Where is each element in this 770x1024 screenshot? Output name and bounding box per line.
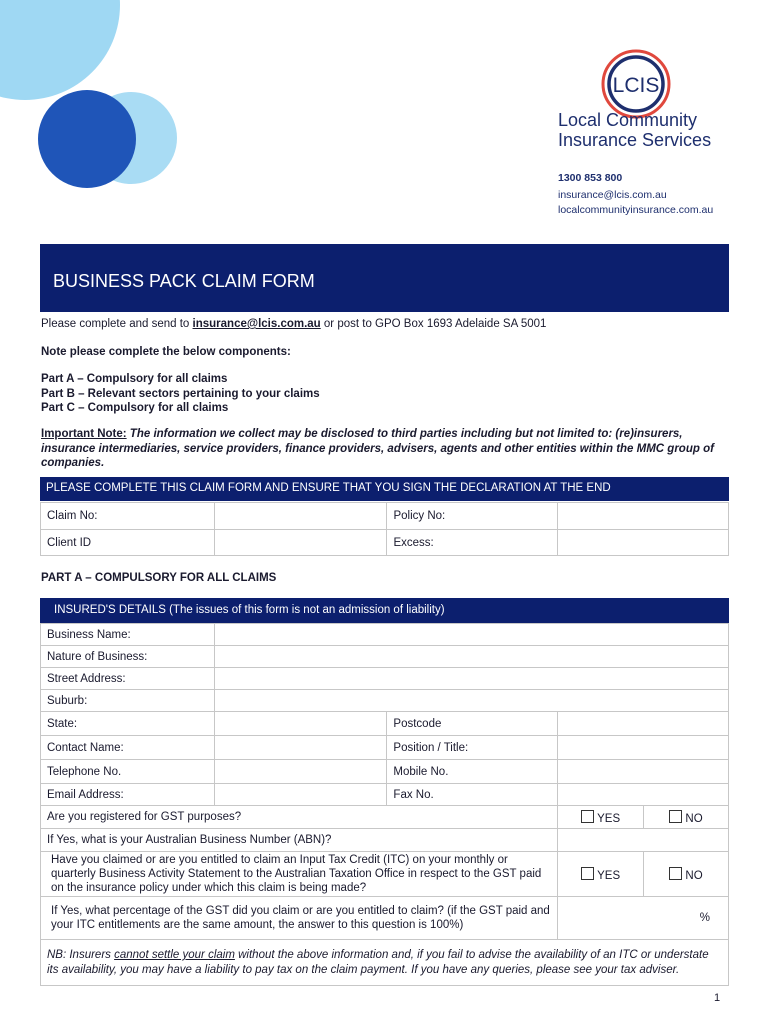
itc-yes-checkbox[interactable] (581, 867, 594, 880)
itc-row (41, 852, 729, 897)
important-label: Important Note: (41, 428, 127, 440)
claim-no-field[interactable] (214, 503, 387, 530)
itc-yes-option[interactable] (558, 852, 644, 897)
email-label: Email Address: (41, 784, 215, 806)
decorative-circle-large (0, 0, 120, 100)
contact-name-label: Contact Name: (41, 736, 215, 760)
telephone-field[interactable] (214, 760, 387, 784)
claim-row-1 (41, 503, 729, 530)
fax-label: Fax No. (387, 784, 558, 806)
gst-yes-option[interactable] (558, 806, 644, 829)
page-number: 1 (714, 992, 721, 1004)
fax-field[interactable] (558, 784, 729, 806)
mobile-label: Mobile No. (387, 760, 558, 784)
gst-row (41, 806, 729, 829)
nature-label: Nature of Business: (41, 646, 215, 668)
percentage-field[interactable] (558, 897, 729, 940)
itc-no-label: NO (685, 869, 703, 882)
nb-suffix: without the above information and, if you fail to advise the availability of an ITC or understate its availability, you may have a liability to pay tax on the claim payment. If you have any queries, please see your tax adviser. (47, 949, 709, 976)
itc-no-checkbox[interactable] (669, 867, 682, 880)
insured-details-bar (40, 598, 729, 623)
important-note (41, 427, 731, 471)
position-label: Position / Title: (387, 736, 558, 760)
nb-row (41, 940, 729, 986)
contact-name-field[interactable] (214, 736, 387, 760)
contact-website[interactable]: localcommunityinsurance.com.au (558, 204, 714, 216)
nb-underlined: cannot settle your claim (114, 949, 235, 961)
street-label: Street Address: (41, 668, 215, 690)
excess-field[interactable] (558, 530, 729, 556)
insured-details-title: INSURED'S DETAILS (The issues of this form is not an admission of liability) (54, 604, 445, 616)
intro-prefix: Please complete and send to (41, 318, 193, 330)
parts-list (41, 372, 320, 416)
gst-no-label: NO (685, 812, 703, 825)
postcode-field[interactable] (558, 712, 729, 736)
part-a-heading: PART A – COMPULSORY FOR ALL CLAIMS (41, 572, 277, 584)
nature-row (41, 646, 729, 668)
email-field[interactable] (214, 784, 387, 806)
insured-details-table (40, 623, 729, 986)
components-note: Note please complete the below components: (41, 346, 291, 358)
claim-no-label: Claim No: (41, 503, 215, 530)
gst-question: Are you registered for GST purposes? (41, 806, 558, 829)
nature-field[interactable] (214, 646, 728, 668)
percent-sign: % (699, 912, 710, 924)
contact-block (558, 171, 713, 218)
nb-prefix: NB: Insurers (47, 949, 115, 961)
intro-line (41, 318, 546, 330)
title-banner (40, 244, 729, 312)
gst-no-checkbox[interactable] (669, 810, 682, 823)
street-row (41, 668, 729, 690)
contact-email[interactable]: insurance@lcis.com.au (558, 189, 667, 201)
mobile-field[interactable] (558, 760, 729, 784)
suburb-row (41, 690, 729, 712)
part-b-item: Part B – Relevant sectors pertaining to your claims (41, 387, 320, 400)
postcode-label: Postcode (387, 712, 558, 736)
itc-yes-label: YES (597, 869, 621, 882)
suburb-label: Suburb: (41, 690, 215, 712)
excess-label: Excess: (387, 530, 558, 556)
telephone-row (41, 760, 729, 784)
abn-question: If Yes, what is your Australian Business Number (ABN)? (41, 829, 558, 852)
gst-yes-checkbox[interactable] (581, 810, 594, 823)
itc-question: Have you claimed or are you entitled to claim an Input Tax Credit (ITC) on your monthly or quarterly Business Activity Statement to the Australian Taxation Office in respect to the GST paid on the insurance policy under which this claim is being made? (41, 852, 558, 897)
claim-table (40, 502, 729, 556)
claim-instruction-bar (40, 477, 729, 501)
logo-text: LCIS (612, 74, 660, 97)
gst-no-option[interactable] (644, 806, 729, 829)
page-title: BUSINESS PACK CLAIM FORM (53, 271, 315, 291)
state-field[interactable] (214, 712, 387, 736)
nb-text (41, 940, 729, 986)
part-a-item: Part A – Compulsory for all claims (41, 373, 228, 385)
state-label: State: (41, 712, 215, 736)
policy-no-label: Policy No: (387, 503, 558, 530)
client-id-label: Client ID (41, 530, 215, 556)
claim-row-2 (41, 530, 729, 556)
decorative-circle-dark (38, 90, 136, 188)
abn-field[interactable] (558, 829, 729, 852)
brand-line-2: Insurance Services (558, 130, 712, 150)
business-name-row (41, 624, 729, 646)
brand-line-1: Local Community (558, 110, 698, 130)
suburb-field[interactable] (214, 690, 728, 712)
percentage-question: If Yes, what percentage of the GST did you claim or are you entitled to claim? (if the GST paid and your ITC entitlements are the same amount, the answer to this question is 100%) (41, 897, 558, 940)
position-field[interactable] (558, 736, 729, 760)
telephone-label: Telephone No. (41, 760, 215, 784)
gst-yes-label: YES (597, 812, 621, 825)
important-text: The information we collect may be disclosed to third parties including but not limited to: (re)insurers, insurance intermediaries, service providers, finance providers, advisers, agents and other entities within the MMC group of companies. (41, 428, 714, 469)
street-field[interactable] (214, 668, 728, 690)
business-name-label: Business Name: (41, 624, 215, 646)
client-id-field[interactable] (214, 530, 387, 556)
policy-no-field[interactable] (558, 503, 729, 530)
claim-instruction-text: PLEASE COMPLETE THIS CLAIM FORM AND ENSURE THAT YOU SIGN THE DECLARATION AT THE END (46, 482, 611, 494)
email-row (41, 784, 729, 806)
contact-row (41, 736, 729, 760)
intro-email-link[interactable]: insurance@lcis.com.au (192, 318, 321, 330)
abn-row (41, 829, 729, 852)
state-row (41, 712, 729, 736)
percentage-row (41, 897, 729, 940)
itc-no-option[interactable] (644, 852, 729, 897)
phone-number: 1300 853 800 (558, 172, 623, 184)
business-name-field[interactable] (214, 624, 728, 646)
part-c-item: Part C – Compulsory for all claims (41, 402, 229, 414)
brand-name (558, 110, 711, 150)
intro-suffix: or post to GPO Box 1693 Adelaide SA 5001 (320, 318, 547, 330)
